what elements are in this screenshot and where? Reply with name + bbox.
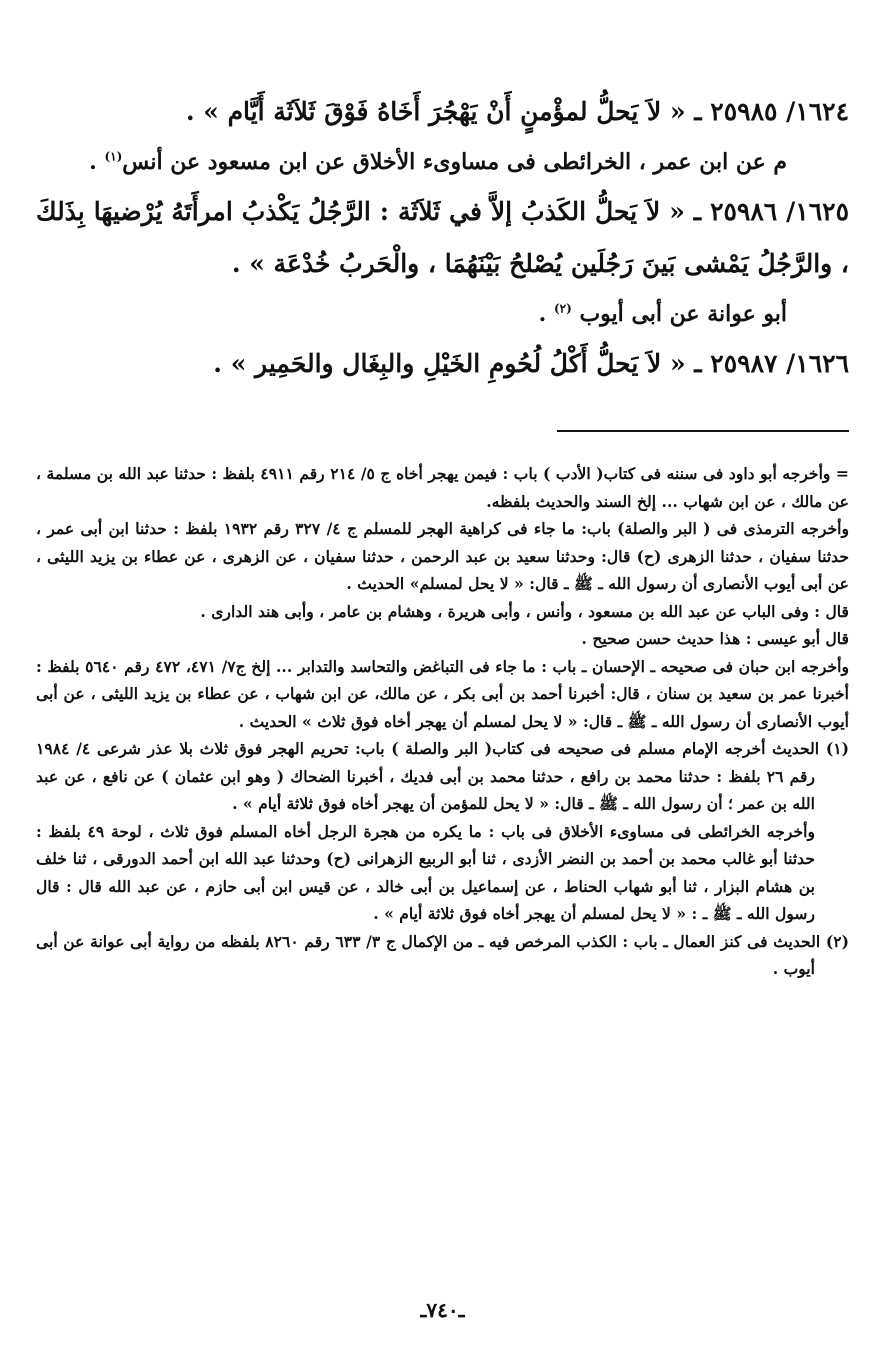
footnote-paragraph: وأخرجه ابن حبان فى صحيحه ـ الإحسان ـ باب : ما جاء فى التباغض والتحاسد والتدابر ... إلخ ج٧/ ٤٧١، ٤٧٢ رقم ٥٦٤٠ بلفظ : أخبرنا عمر بن سعيد بن سنان ، قال: أخبرنا أحمد بن أبى بكر ، عن مالك، عن ابن شهاب ، عن عطاء بن يزيد الليثى ، عن أبى أيوب الأنصارى أن رسول الله ـ ﷺ ـ قال: « لا يحل لمسلم أن يهجر أخاه فوق ثلاث » الحديث . <box>36 656 850 731</box>
footnote-text: الحديث فى كنز العمال ـ باب : الكذب المرخص فيه ـ من الإكمال ج ٣/ ٦٣٣ رقم ٨٢٦٠ بلفظه من رواية أبى عوانة عن أبى أيوب . <box>36 931 821 978</box>
source-text: أبو عوانة عن أبى أيوب <box>579 301 787 327</box>
footnote-divider <box>557 430 849 432</box>
footnote-marker: (١) <box>825 739 849 758</box>
hadith-text: ١٦٢٤/ ٢٥٩٨٥ ـ « لاَ يَحلُّ لمؤْمنٍ أَنْ يَهْجُرَ أَخَاهُ فَوْقَ ثَلاَثَة أَيَّام » . <box>185 97 849 126</box>
footnote-2 <box>36 928 849 983</box>
hadith-1626 <box>36 338 849 390</box>
source-text: م عن ابن عمر ، الخرائطى فى مساوىء الأخلاق عن ابن مسعود عن أنس <box>122 149 787 175</box>
footnotes <box>36 460 849 983</box>
page-number: ـ٧٤٠ـ <box>420 1298 465 1322</box>
hadith-1625-source: أبو عوانة عن أبى أيوب $^{(٢)}$ . <box>538 301 787 327</box>
footnote-ref-1[interactable]: (١) <box>104 149 123 164</box>
footnote-paragraph: قال أبو عيسى : هذا حديث حسن صحيح . <box>581 629 849 648</box>
footnote-continuation: = وأخرجه أبو داود فى سننه فى كتاب( الأدب ) باب : فيمن يهجر أخاه ج ٥/ ٢١٤ رقم ٤٩١١ بلفظ : حدثنا عبد الله بن مسلمة ، عن مالك ، عن ابن شهاب ... إلخ السند والحديث بلفظه. <box>36 464 849 511</box>
footnote-1-more: وأخرجه الخرائطى فى مساوىء الأخلاق فى باب : ما يكره من هجرة الرجل أخاه المسلم فوق ثلاث ، لوحة ٤٩ بلفظ : حدثنا أبو غالب محمد بن أحمد بن النضر الأزدى ، ثنا أبو الربيع الزهرانى (ح) وحدثنا عبد الله ابن أحمد الدورقى ، ثنا خلف بن هشام البزار ، ثنا أبو شهاب الحناط ، عن إسماعيل بن أبى خالد ، عن قيس ابن أبى حازم ، عن عبد الله قال : قال رسول الله ـ ﷺ ـ : « لا يحل لمسلم أن يهجر أخاه فوق ثلاثة أيام » . <box>36 821 815 923</box>
hadith-1625 <box>36 186 849 290</box>
hadith-1624-source: م عن ابن عمر ، الخرائطى فى مساوىء الأخلاق عن ابن مسعود عن أنس$^{(١)}$ . <box>89 149 787 175</box>
footnote-ref-2[interactable]: (٢) <box>553 301 572 316</box>
footnote-text: الحديث أخرجه الإمام مسلم فى صحيحه فى كتاب( البر والصلة ) باب: تحريم الهجر فوق ثلاث بلا عذر شرعى ٤/ ١٩٨٤ رقم ٢٦ بلفظ : حدثنا محمد بن رافع ، حدثنا محمد بن أبى فديك ، أخبرنا الضحاك ( وهو ابن عثمان ) عن نافع ، عن عبد الله بن عمر ؛ أن رسول الله ـ ﷺ ـ قال: « لا يحل للمؤمن أن يهجر أخاه فوق ثلاثة أيام » . <box>36 739 820 813</box>
footnote-paragraph: قال : وفى الباب عن عبد الله بن مسعود ، وأنس ، وأبى هريرة ، وهشام بن عامر ، وأبى هند الدارى . <box>200 601 849 621</box>
hadith-text: ١٦٢٥/ ٢٥٩٨٦ ـ « لاَ يَحلُّ الكَذبُ إلاَّ في ثَلاَثَة : الرَّجُلُ يَكْذبُ امرأَتَهُ يُرْضيهَا بِذَلكَ ، والرَّجُلُ يَمْشى بَينَ رَجُلَين يُصْلحُ بَيْنَهُمَا ، والْحَربُ خُدْعَة » . <box>36 197 850 278</box>
footnote-1 <box>36 735 849 818</box>
hadith-1624 <box>36 86 849 138</box>
hadith-text: ١٦٢٦/ ٢٥٩٨٧ ـ « لاَ يَحلُّ أَكْلُ لُحُومِ الخَيْلِ والبِغَال والحَمِير » . <box>213 349 849 378</box>
footnote-paragraph: وأخرجه الترمذى فى ( البر والصلة) باب: ما جاء فى كراهية الهجر للمسلم ج ٤/ ٣٢٧ رقم ١٩٣٢ بلفظ : حدثنا ابن أبى عمر ، حدثنا سفيان ، حدثنا الزهرى (ح) قال: وحدثنا سعيد بن عبد الرحمن ، حدثنا سفيان ، عن الزهرى ، عن عطاء بن يزيد الليثى ، عن أبى أيوب الأنصارى أن رسول الله ـ ﷺ ـ قال: « لا يحل لمسلم» الحديث . <box>36 519 849 593</box>
footnote-marker: (٢) <box>825 931 849 951</box>
